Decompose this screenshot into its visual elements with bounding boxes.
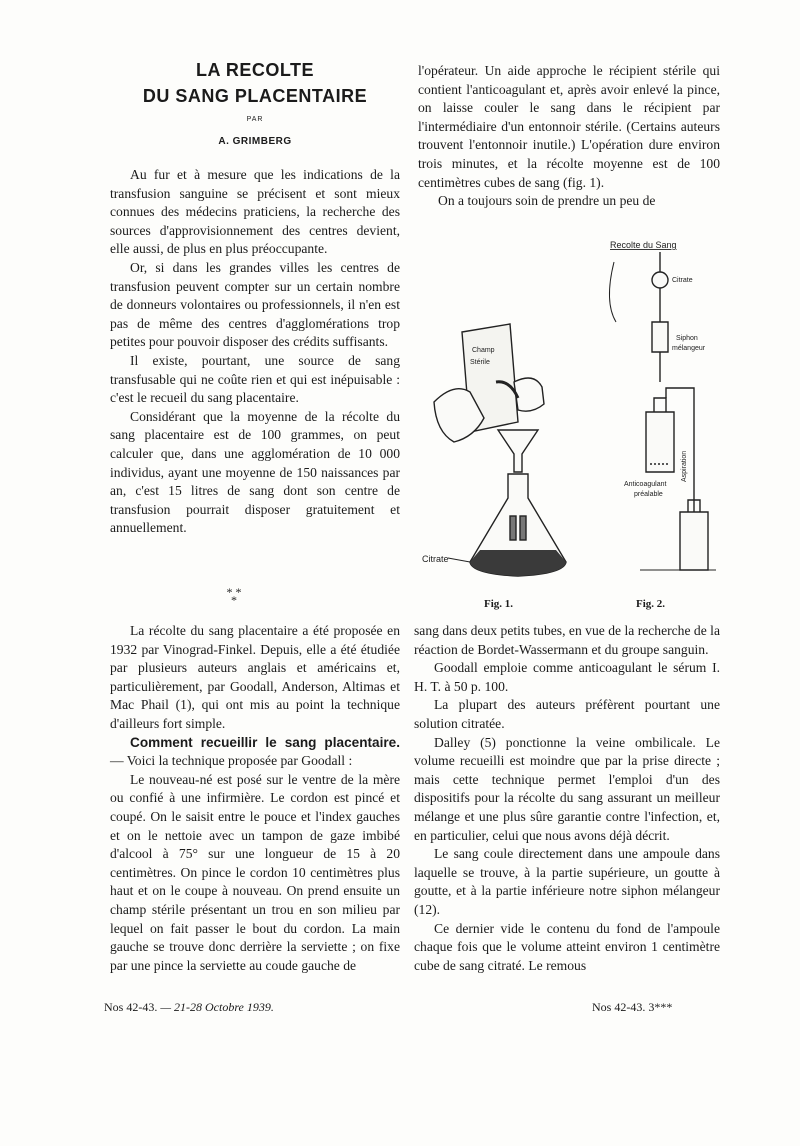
page-number: 3*** (648, 1000, 673, 1014)
right-hand (514, 378, 544, 411)
paragraph: Or, si dans les grandes villes les centres de transfusion peuvent compter sur un certain nombre de donneurs volontaires ou professionnels, il n'en est pas de même des centres d'agglomérations trop petites pour pouvoir disposer des crédits suffisants. (110, 259, 400, 350)
paragraph: Goodall emploie comme anticoagulant le sérum I. H. T. à 50 p. 100. (414, 660, 720, 694)
label-champ: Champ (472, 347, 495, 354)
paragraph: Au fur et à mesure que les indications de la transfusion sanguine se précisent et sont mieux connues des médecins praticiens, la recherche des sources d'approvisionnement des centres devient, elle aussi, de plus en plus préoccupante. (110, 167, 400, 257)
article-title-line-2: DU SANG PLACENTAIRE (142, 86, 368, 106)
fig1-caption: Fig. 1. (484, 598, 514, 610)
label-citrate-fig2: Citrate (672, 277, 693, 284)
paragraph: La plupart des auteurs préfèrent pourtant une solution citratée. (414, 697, 720, 731)
fig2-caption: Fig. 2. (636, 598, 666, 610)
issue-number: Nos 42-43. (104, 1000, 158, 1014)
footer-left (104, 1000, 274, 1015)
issue-number: Nos 42-43. (592, 1000, 646, 1014)
figure-illustration (414, 232, 720, 612)
paragraph: Considérant que la moyenne de la récolte du sang placentaire est de 100 grammes, on peut calculer que, dans une agglomération de 10 000 individus, ayant une moyenne de 150 naissances par an, c'est 15 litres de sang dont son centre de transfusion pourrait disposer gratuitement et annuellement. (110, 408, 400, 536)
left-column-top (110, 166, 400, 538)
paragraph: l'opérateur. Un aide approche le récipient stérile qui contient l'anticoagulant et, après avoir enlevé la pince, on laisse couler le sang dans le récipient par l'intermédiaire d'un entonnoir stérile. (Certains auteurs trouvent l'entonnoir inutile.) L'opération dure environ trois minutes, et la récolte moyenne est de 100 centimètres cubes de sang (fig. 1). (418, 63, 720, 190)
siphon-mixer (652, 322, 668, 352)
paragraph-heading (110, 734, 400, 771)
paragraph: sang dans deux petits tubes, en vue de la recherche de la réaction de Bordet-Wassermann et du groupe sanguin. (414, 623, 720, 657)
section-heading: Comment recueillir le sang placentaire. (130, 734, 400, 750)
ampoule (646, 412, 674, 472)
sample-tube (510, 516, 516, 540)
right-column-bottom (414, 622, 720, 975)
issue-date: — 21-28 Octobre 1939. (160, 1000, 274, 1014)
left-column-bottom (110, 622, 400, 975)
by-label: PAR (246, 116, 264, 123)
author-name: A. GRIMBERG (218, 136, 292, 147)
right-column-top (418, 62, 720, 211)
label-anticoagulant: Anticoagulant (624, 481, 667, 488)
article-title-line-1: LA RECOLTE (196, 60, 314, 80)
label-melangeur: mélangeur (672, 345, 706, 352)
paragraph: On a toujours soin de prendre un peu de (438, 193, 656, 209)
citrate-bulb (652, 272, 668, 288)
footer-right (592, 1000, 672, 1015)
paragraph: La récolte du sang placentaire a été proposée en 1932 par Vinograd-Finkel. Depuis, elle a été étudiée par plusieurs auteurs anglais et américains et, particulièrement, par Goodall, Anderson, Altimas et Mac Phail (1), qui ont mis au point la technique d'ailleurs fort simple. (110, 623, 400, 731)
label-aspiration: Aspiration (681, 450, 688, 482)
paragraph: Il existe, pourtant, une source de sang transfusable qui ne coûte rien et qui est inépuisable : c'est le recueil du sang placentaire. (110, 352, 400, 406)
label-prealable: préalable (634, 491, 663, 498)
label-citrate-fig1: Citrate (422, 554, 449, 564)
receiving-bottle (680, 512, 708, 570)
paragraph: Dalley (5) ponctionne la veine ombilicale. Le volume recueilli est moindre que par la prise directe ; mais cette technique permet l'emploi d'un des dispositifs pour la récolte du sang assurant un meilleur mélange et une plus sûre garantie contre l'infection, et, en particulier, celui que nous avons déjà décrit. (414, 734, 720, 843)
paragraph: Le nouveau-né est posé sur le ventre de la mère ou confié à une infirmière. Le cordon est pincé et coupé. On le saisit entre le pouce et l'index gauches et on le nettoie avec un tampon de gaze imbibé d'alcool à 75° sur une longueur de 15 à 20 centimètres. On pince le cordon 10 centimètres plus haut et on le coupe à nouveau. On prend ensuite un champ stérile présentant un trou en son milieu par lequel on fait passer le bout du cordon. La main gauche se trouve donc derrière la serviette ; on fixe par une pince la serviette au coude gauche de (110, 771, 400, 973)
paragraph: Le sang coule directement dans une ampoule dans laquelle se trouve, à la partie supérieure, un goutte à goutte, et à la partie inférieure notre siphon mélangeur (12). (414, 846, 720, 917)
label-sterile: Stérile (470, 359, 490, 366)
section-separator: * * * (226, 585, 242, 607)
heading-rest: — Voici la technique proposée par Goodall : (110, 753, 353, 769)
sample-tube (520, 516, 526, 540)
paragraph: Ce dernier vide le contenu du fond de l'ampoule chaque fois que le volume atteint environ 1 centimètre cube de sang citraté. Le remous (414, 920, 720, 973)
funnel (498, 430, 538, 472)
fig2-title: Recolte du Sang (610, 240, 677, 250)
label-siphon: Siphon (676, 335, 698, 342)
